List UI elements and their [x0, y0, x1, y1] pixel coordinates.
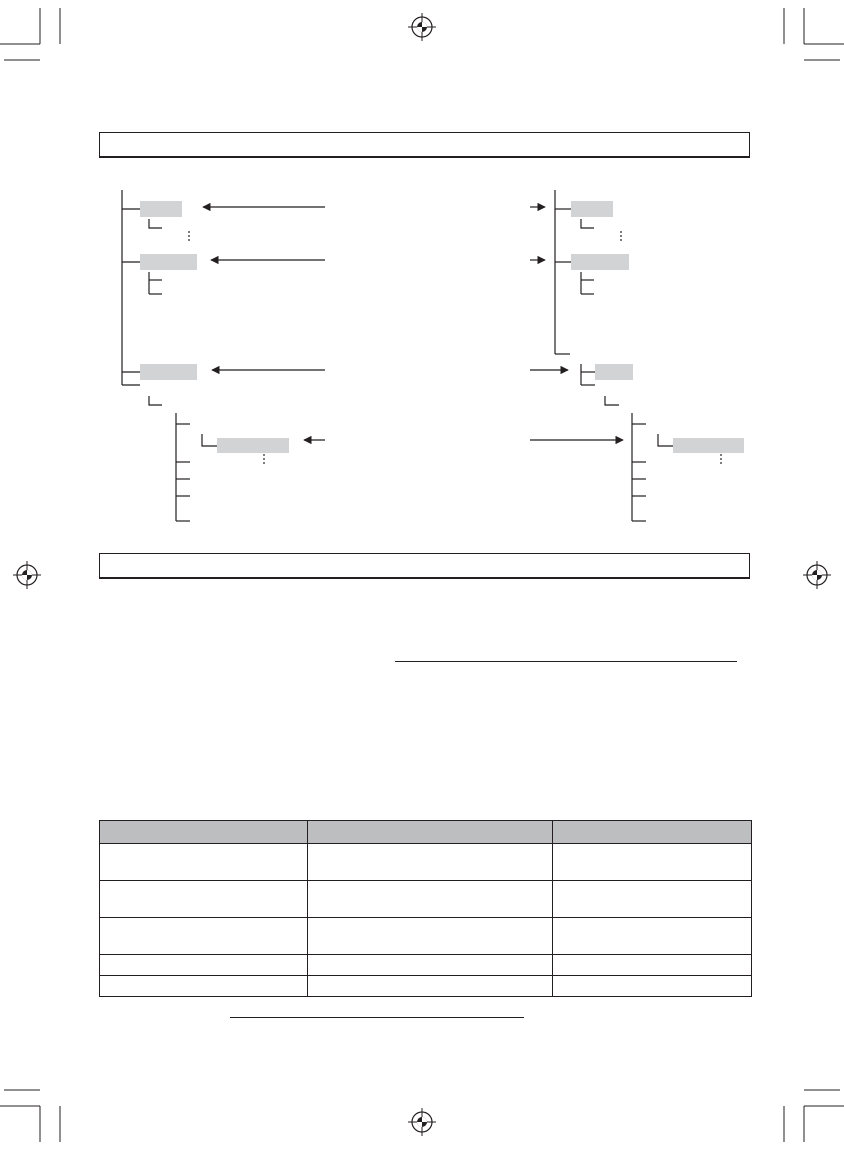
table-header-cell	[100, 821, 308, 844]
table-header-row	[100, 821, 752, 844]
right-node-3	[595, 364, 633, 380]
table-cell	[100, 844, 308, 881]
text-underline-1	[395, 661, 737, 662]
registration-mark-top-icon	[408, 13, 436, 41]
table-cell	[100, 955, 308, 976]
table-cell	[308, 918, 553, 955]
right-node-4	[673, 438, 744, 453]
section-header-middle	[99, 553, 750, 579]
table-header-cell	[308, 821, 553, 844]
table-row	[100, 881, 752, 918]
table-cell	[100, 976, 308, 997]
section-header-top-text	[100, 137, 108, 152]
ellipsis-left-2-icon	[263, 454, 265, 464]
ellipsis-marks	[188, 231, 722, 464]
left-node-2	[140, 254, 197, 270]
menu-tree-diagram	[0, 180, 844, 580]
settings-table	[99, 820, 752, 997]
right-node-2	[571, 254, 629, 270]
table-cell	[553, 955, 752, 976]
table-row	[100, 976, 752, 997]
section-header-top	[99, 132, 750, 158]
table-row	[100, 918, 752, 955]
left-node-3	[140, 364, 197, 380]
ellipsis-left-1-icon	[188, 231, 190, 241]
ellipsis-right-1-icon	[620, 231, 622, 241]
table-cell	[308, 881, 553, 918]
table-cell	[553, 976, 752, 997]
table-cell	[553, 918, 752, 955]
table-cell	[308, 955, 553, 976]
left-node-1	[140, 201, 182, 217]
table-cell	[100, 918, 308, 955]
table-cell	[553, 881, 752, 918]
right-tree-highlights	[571, 201, 744, 453]
section-header-middle-text	[100, 558, 108, 573]
table-cell	[553, 844, 752, 881]
table-cell	[308, 976, 553, 997]
registration-mark-bottom-icon	[408, 1108, 436, 1136]
text-underline-2	[230, 1017, 524, 1018]
table-cell	[100, 881, 308, 918]
left-tree-highlights	[140, 201, 289, 453]
ellipsis-right-2-icon	[720, 454, 722, 464]
table-cell	[308, 844, 553, 881]
table-row	[100, 844, 752, 881]
right-node-1	[571, 201, 613, 217]
left-node-4	[217, 438, 289, 453]
table-row	[100, 955, 752, 976]
table-header-cell	[553, 821, 752, 844]
